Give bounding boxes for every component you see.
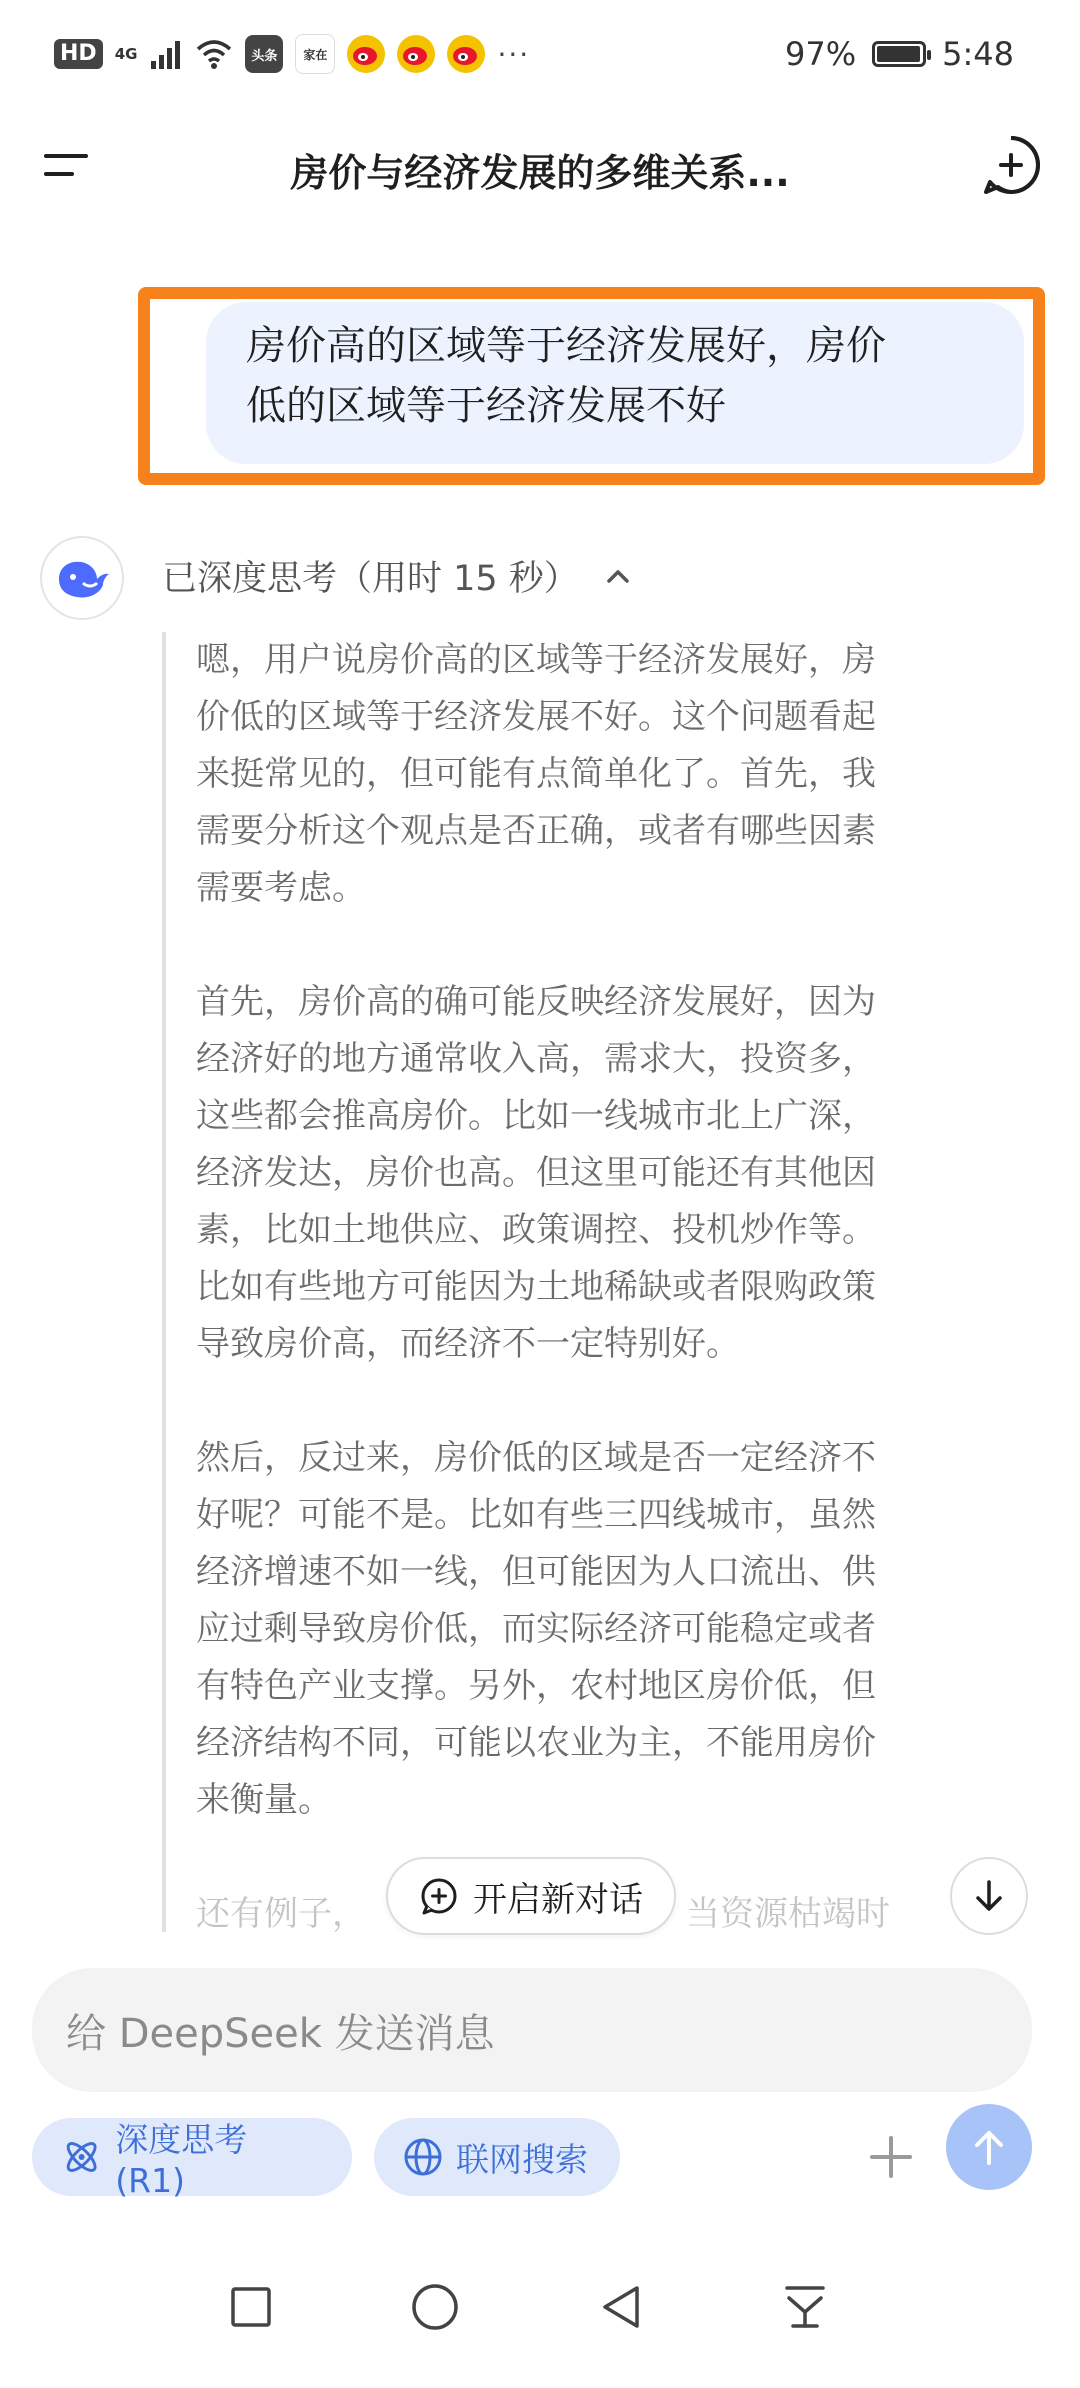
deepseek-logo-avatar [40, 536, 124, 620]
new-dialog-label: 开启新对话 [473, 1879, 643, 1920]
signal-icon [149, 37, 183, 71]
thinking-line: 比如有些地方可能因为土地稀缺或者限购政策 [196, 1267, 876, 1307]
chevron-up-icon [601, 559, 635, 593]
battery-percent: 97% [785, 35, 857, 73]
more-notifications-icon: ··· [497, 37, 531, 71]
toutiao-app-icon: 头条 [245, 35, 283, 73]
recent-apps-button[interactable] [216, 2272, 286, 2342]
thinking-line: 来挺常见的，但可能有点简单化了。首先，我 [196, 754, 876, 794]
new-chat-icon[interactable] [978, 132, 1044, 198]
square-icon [229, 2285, 273, 2329]
thinking-toggle[interactable] [162, 548, 635, 604]
send-button[interactable] [946, 2104, 1032, 2190]
network-indicator [115, 46, 138, 62]
arrow-up-icon [967, 2125, 1011, 2169]
deep-think-label: 深度思考 (R1) [115, 2120, 248, 2200]
triangle-back-icon [597, 2282, 645, 2332]
pull-down-icon [781, 2282, 829, 2332]
network-type: 4G [114, 45, 138, 63]
thinking-line: 价低的区域等于经济发展不好。这个问题看起 [196, 697, 876, 737]
thinking-line: 来衡量。 [196, 1780, 332, 1820]
weibo-icon [397, 35, 435, 73]
scroll-to-bottom-button[interactable] [950, 1857, 1028, 1935]
battery-fill [877, 46, 920, 62]
thinking-line: 需要分析这个观点是否正确，或者有哪些因素 [196, 811, 876, 851]
user-message-line: 房价高的区域等于经济发展好，房价 [246, 323, 886, 369]
thinking-line: 应过剩导致房价低，而实际经济可能稳定或者 [196, 1609, 876, 1649]
status-left [54, 30, 530, 78]
thinking-line: 经济好的地方通常收入高，需求大，投资多， [196, 1039, 876, 1079]
thinking-label: 已深度思考（用时 15 秒） [162, 559, 579, 599]
thinking-line: 经济发达，房价也高。但这里可能还有其他因 [196, 1153, 876, 1193]
thinking-line: 首先，房价高的确可能反映经济发展好，因为 [196, 982, 876, 1022]
thinking-line: 有特色产业支撑。另外，农村地区房价低，但 [196, 1666, 876, 1706]
new-dialog-button[interactable] [386, 1857, 676, 1935]
attach-plus-icon[interactable] [858, 2124, 924, 2190]
system-nav-bar [0, 2240, 1080, 2388]
globe-icon [402, 2136, 444, 2178]
notification-shade-button[interactable] [770, 2272, 840, 2342]
clock: 5:48 [942, 35, 1014, 73]
user-message-line: 低的区域等于经济发展不好 [246, 383, 726, 429]
thinking-line: 然后，反过来，房价低的区域是否一定经济不 [196, 1438, 876, 1478]
faded-text-right: 当资源枯竭时 [686, 1894, 890, 1932]
thinking-line: 经济结构不同，可能以农业为主，不能用房价 [196, 1723, 876, 1763]
atom-icon [60, 2135, 103, 2179]
app-header [0, 110, 1080, 220]
web-search-toggle[interactable] [374, 2118, 620, 2196]
message-input[interactable] [32, 1968, 1032, 2092]
thinking-line: 导致房价高，而经济不一定特别好。 [196, 1324, 740, 1364]
thinking-paragraph [196, 1430, 1002, 1829]
thinking-line: 经济增速不如一线，但可能因为人口流出、供 [196, 1552, 876, 1592]
highlight-annotation-box [138, 287, 1045, 485]
battery-icon [872, 41, 926, 67]
conversation-title[interactable]: 房价与经济发展的多维关系... [290, 151, 790, 195]
weibo-icon [347, 35, 385, 73]
status-bar [0, 0, 1080, 110]
arrow-down-icon [969, 1876, 1009, 1916]
thinking-line: 需要考虑。 [196, 868, 366, 908]
status-right [785, 30, 1014, 78]
faded-text-left: 还有例子， [196, 1894, 366, 1932]
hd-icon: HD [54, 39, 103, 69]
home-button[interactable] [400, 2272, 470, 2342]
new-chat-icon [419, 1876, 459, 1916]
thinking-line: 这些都会推高房价。比如一线城市北上广深， [196, 1096, 876, 1136]
menu-icon[interactable] [36, 140, 96, 190]
thinking-line: 素，比如土地供应、政策调控、投机炒作等。 [196, 1210, 876, 1250]
message-input-placeholder: 给 DeepSeek 发送消息 [66, 2010, 495, 2057]
weibo-icon [447, 35, 485, 73]
circle-icon [410, 2282, 460, 2332]
thinking-content [162, 632, 1002, 1932]
back-button[interactable] [586, 2272, 656, 2342]
wifi-icon [195, 37, 233, 71]
thinking-paragraph [196, 974, 1002, 1373]
thinking-line: 好呢？可能不是。比如有些三四线城市，虽然 [196, 1495, 876, 1535]
deep-think-toggle[interactable] [32, 2118, 352, 2200]
home-app-icon: 家在 [295, 34, 335, 74]
thinking-line: 嗯，用户说房价高的区域等于经济发展好，房 [196, 640, 876, 680]
thinking-paragraph [196, 632, 1002, 917]
web-search-label: 联网搜索 [456, 2139, 588, 2179]
whale-icon [53, 553, 111, 603]
